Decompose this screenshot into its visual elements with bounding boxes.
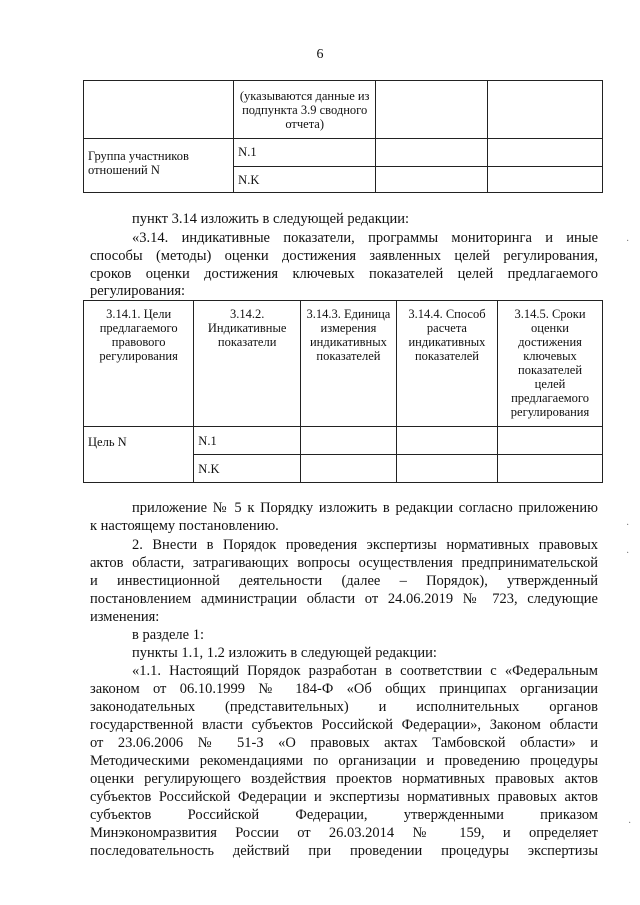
header-indicators (194, 301, 301, 427)
header-text: 3.14.1. Цели предлагаемого правового регулирования (99, 307, 178, 363)
header-text: 3.14.3. Единица измерения индикативных показателей (306, 307, 391, 363)
table-continuation (83, 80, 603, 193)
paragraph-line: приложение № 5 к Порядку изложить в редакции согласно приложению (132, 500, 598, 516)
table-cell (301, 455, 397, 483)
row-id: N.1 (198, 434, 217, 448)
table-cell (396, 455, 497, 483)
row-id-cell (194, 455, 301, 483)
goal-cell (84, 427, 194, 483)
row-id-cell (234, 139, 376, 167)
paragraph-line: «1.1. Настоящий Порядок разработан в соответствии с «Федеральным (132, 663, 598, 679)
points-line: пункты 1.1, 1.2 изложить в следующей редакции: (132, 645, 437, 661)
header-text: 3.14.2. Индикативные показатели (207, 307, 287, 349)
row-id: N.1 (238, 145, 257, 159)
table-cell (487, 81, 602, 139)
table-cell (376, 167, 487, 193)
paragraph-line: субъектов Российской Федерации, утвержденными приказом (90, 807, 598, 823)
paragraph-line: изменения: (90, 609, 160, 625)
table-cell (301, 427, 397, 455)
indicators-table (83, 300, 603, 483)
table-cell (376, 139, 487, 167)
paragraph-line: законом от 06.10.1999 № 184-Ф «Об общих принципах организации (90, 681, 598, 697)
header-goals (84, 301, 194, 427)
scan-speck: · (626, 548, 630, 559)
row-id: N.K (238, 173, 260, 187)
header-text: 3.14.4. Способ расчета индикативных показателей (408, 307, 486, 363)
paragraph-line: от 23.06.2006 № 51-З «О правовых актах Тамбовской области» и (90, 735, 598, 751)
table-cell (487, 139, 602, 167)
group-label-cell (84, 139, 234, 193)
goal-label: Цель N (88, 435, 127, 449)
row-id: N.K (198, 462, 220, 476)
paragraph-line: и инвестиционной деятельности (далее – Порядок), утвержденный (90, 573, 598, 589)
table-note: (указываются данные из подпункта 3.9 сводного отчета) (239, 89, 370, 131)
row-id-cell (194, 427, 301, 455)
scan-speck: · (628, 818, 632, 829)
table-cell (487, 167, 602, 193)
paragraph-line: актов области, затрагивающих вопросы осуществления предпринимательской (90, 555, 598, 571)
row-id-cell (234, 167, 376, 193)
header-terms (498, 301, 603, 427)
table-note-cell (234, 81, 376, 139)
header-unit (301, 301, 397, 427)
scan-speck: · (626, 236, 630, 247)
paragraph-line: регулирования: (90, 283, 186, 299)
paragraph-line: Минэкономразвития России от 26.03.2014 № 159, и определяет (90, 825, 598, 841)
header-method (396, 301, 497, 427)
table-cell (396, 427, 497, 455)
table-cell (498, 427, 603, 455)
table-cell (376, 81, 487, 139)
paragraph-line: последовательность действий при проведении процедуры экспертизы (90, 843, 598, 859)
paragraph-line: сроков оценки достижения ключевых показателей целей предлагаемого (90, 266, 598, 282)
paragraph-line: к настоящему постановлению. (90, 518, 279, 534)
paragraph-line: Методическими рекомендациями по организации и проведению процедуры (90, 753, 598, 769)
section-line: в разделе 1: (132, 627, 205, 643)
table-cell (498, 455, 603, 483)
paragraph-line: постановлением администрации области от 24.06.2019 № 723, следующие (90, 591, 598, 607)
group-label: Группа участников отношений N (88, 149, 189, 177)
paragraph-line: законодательных (представительных) и исполнительных органов (90, 699, 598, 715)
paragraph-line: «3.14. индикативные показатели, программы мониторинга и иные (132, 230, 598, 246)
paragraph-line: субъектов Российской Федерации и экспертизы нормативных правовых актов (90, 789, 598, 805)
paragraph-line: оценки регулирующего воздействия проектов нормативных правовых актов (90, 771, 598, 787)
page-number: 6 (316, 47, 324, 62)
paragraph-line: государственной власти субъектов Российской Федерации», Законом области (90, 717, 598, 733)
paragraph-intro: пункт 3.14 изложить в следующей редакции: (132, 211, 410, 227)
paragraph-line: 2. Внести в Порядок проведения экспертизы нормативных правовых (132, 537, 598, 553)
scan-speck: · (626, 520, 630, 531)
header-text: 3.14.5. Сроки оценки достижения ключевых показателей целей предлагаемого регулирования (510, 307, 590, 419)
table-cell (84, 81, 234, 139)
paragraph-line: способы (методы) оценки достижения заявленных целей регулирования, (90, 248, 598, 264)
